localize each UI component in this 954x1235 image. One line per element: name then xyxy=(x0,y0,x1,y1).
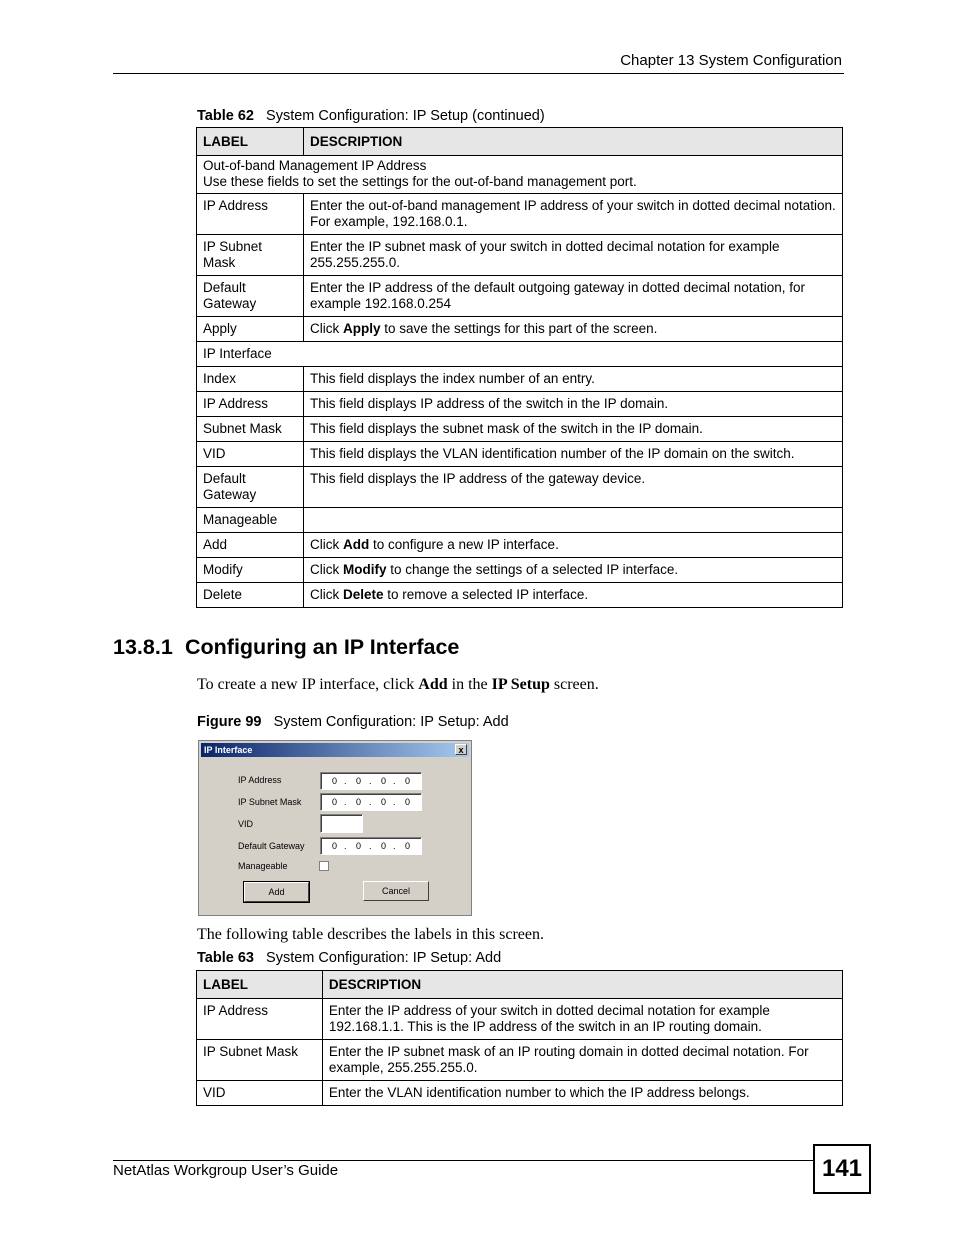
subnet-mask-label: IP Subnet Mask xyxy=(238,797,302,807)
row-desc: Enter the out-of-band management IP address of your switch in dotted decimal notation. For example, 192.168.0.1. xyxy=(303,194,842,235)
octet-dot: . xyxy=(344,841,347,851)
intro-text: in the xyxy=(447,676,492,693)
running-header: Chapter 13 System Configuration xyxy=(620,52,842,69)
desc-post: to save the settings for this part of the screen. xyxy=(380,321,658,336)
octet: 0 xyxy=(332,776,338,786)
octet: 0 xyxy=(332,797,338,807)
desc-post: to configure a new IP interface. xyxy=(369,537,559,552)
octet-dot: . xyxy=(369,776,372,786)
octet-dot: . xyxy=(369,841,372,851)
table62-header-label: LABEL xyxy=(197,128,304,156)
row-label: Manageable xyxy=(197,508,304,533)
row-label: Modify xyxy=(197,558,304,583)
section-title: Configuring an IP Interface xyxy=(185,635,460,659)
intro-paragraph xyxy=(197,676,599,694)
table63-caption xyxy=(197,950,501,966)
table-row xyxy=(197,235,843,276)
intro-text: screen. xyxy=(549,676,599,693)
row-desc: This field displays the index number of an entry. xyxy=(303,367,842,392)
octet-dot: . xyxy=(369,797,372,807)
figure-text: System Configuration: IP Setup: Add xyxy=(273,714,509,730)
octet: 0 xyxy=(332,841,338,851)
row-desc: This field displays the VLAN identification number of the IP domain on the switch. xyxy=(303,442,842,467)
figure-num: Figure 99 xyxy=(197,714,262,730)
row-label: Index xyxy=(197,367,304,392)
octet-dot: . xyxy=(344,776,347,786)
row-desc: Enter the VLAN identification number to which the IP address belongs. xyxy=(322,1081,842,1106)
table-row xyxy=(197,276,843,317)
table-row xyxy=(197,317,843,342)
table-row xyxy=(197,392,843,417)
manageable-checkbox[interactable] xyxy=(319,861,329,871)
desc-bold: Modify xyxy=(342,562,387,577)
section-heading-oob xyxy=(197,156,843,194)
gateway-label: Default Gateway xyxy=(238,841,305,851)
row-label: IP Subnet Mask xyxy=(197,235,304,276)
row-desc: Enter the IP address of your switch in dotted decimal notation for example 192.168.1.1. This is the IP address of the switch in an IP routing domain. xyxy=(322,999,842,1040)
row-label: Default Gateway xyxy=(197,467,304,508)
row-desc: Enter the IP subnet mask of an IP routing domain in dotted decimal notation. For example, 255.255.255.0. xyxy=(322,1040,842,1081)
table62-caption xyxy=(197,108,545,124)
octet: 0 xyxy=(381,841,387,851)
section-number: 13.8.1 xyxy=(113,635,173,659)
row-desc: Enter the IP subnet mask of your switch in dotted decimal notation for example 255.255.255.0. xyxy=(303,235,842,276)
intro-bold-ipsetup: IP Setup xyxy=(491,676,550,693)
row-desc: This field displays the subnet mask of the switch in the IP domain. xyxy=(303,417,842,442)
ip-address-field[interactable] xyxy=(320,772,422,790)
octet-dot: . xyxy=(393,776,396,786)
row-label: VID xyxy=(197,1081,323,1106)
ip-interface-dialog xyxy=(198,740,472,916)
table-row xyxy=(197,999,843,1040)
section-heading-ip-interface: IP Interface xyxy=(197,342,843,367)
table-row xyxy=(197,558,843,583)
vid-label: VID xyxy=(238,819,254,829)
table-row xyxy=(197,194,843,235)
row-label: Apply xyxy=(197,317,304,342)
gateway-field[interactable] xyxy=(320,837,422,855)
following-paragraph: The following table describes the labels in this screen. xyxy=(197,926,545,943)
table62-caption-text: System Configuration: IP Setup (continued) xyxy=(266,108,545,124)
row-desc: This field displays the IP address of the gateway device. xyxy=(303,467,842,508)
octet: 0 xyxy=(405,841,411,851)
table-row xyxy=(197,342,843,367)
dialog-title-bar xyxy=(201,743,469,757)
table63 xyxy=(196,970,843,1106)
row-desc xyxy=(303,508,842,533)
row-desc: Enter the IP address of the default outgoing gateway in dotted decimal notation, for example 192.168.0.254 xyxy=(303,276,842,317)
cancel-button[interactable]: Cancel xyxy=(363,881,429,901)
table62-header-desc: DESCRIPTION xyxy=(303,128,842,156)
row-desc xyxy=(303,533,842,558)
octet: 0 xyxy=(381,776,387,786)
row-label: IP Address xyxy=(197,392,304,417)
subnet-mask-field[interactable] xyxy=(320,793,422,811)
row-label: VID xyxy=(197,442,304,467)
close-icon[interactable]: x xyxy=(455,744,467,755)
octet-dot: . xyxy=(393,797,396,807)
intro-bold-add: Add xyxy=(418,676,448,693)
table-row xyxy=(197,367,843,392)
row-label: Subnet Mask xyxy=(197,417,304,442)
octet: 0 xyxy=(405,797,411,807)
table-row xyxy=(197,583,843,608)
table-row xyxy=(197,442,843,467)
table63-header-label: LABEL xyxy=(197,971,323,999)
row-desc xyxy=(303,317,842,342)
octet: 0 xyxy=(356,797,362,807)
header-rule xyxy=(113,73,844,74)
desc-pre: Click xyxy=(309,321,343,336)
row-label: IP Subnet Mask xyxy=(197,1040,323,1081)
octet-dot: . xyxy=(393,841,396,851)
table62-caption-num: Table 62 xyxy=(197,108,254,124)
row-label: IP Address xyxy=(197,999,323,1040)
desc-post: to change the settings of a selected IP interface. xyxy=(386,562,679,577)
figure-caption xyxy=(197,714,509,730)
footer-guide-title: NetAtlas Workgroup User’s Guide xyxy=(113,1162,339,1179)
row-label: Default Gateway xyxy=(197,276,304,317)
octet: 0 xyxy=(405,776,411,786)
table-row xyxy=(197,1040,843,1081)
row-desc xyxy=(303,583,842,608)
table-row xyxy=(197,156,843,194)
octet: 0 xyxy=(356,776,362,786)
row-label: Add xyxy=(197,533,304,558)
row-label: Delete xyxy=(197,583,304,608)
octet: 0 xyxy=(381,797,387,807)
vid-field[interactable] xyxy=(320,814,363,833)
desc-post: to remove a selected IP interface. xyxy=(383,587,589,602)
table-row xyxy=(197,1081,843,1106)
table-row xyxy=(197,533,843,558)
desc-pre: Click xyxy=(309,562,343,577)
dialog-title: IP Interface xyxy=(204,745,253,755)
add-button[interactable]: Add xyxy=(244,882,309,902)
row-label: IP Address xyxy=(197,194,304,235)
ip-address-label: IP Address xyxy=(238,775,282,785)
octet-dot: . xyxy=(344,797,347,807)
intro-text: To create a new IP interface, click xyxy=(197,676,419,693)
row-desc xyxy=(303,558,842,583)
section-title: Out-of-band Management IP Address xyxy=(203,158,427,173)
desc-bold: Add xyxy=(342,537,370,552)
octet: 0 xyxy=(356,841,362,851)
row-desc: This field displays IP address of the switch in the IP domain. xyxy=(303,392,842,417)
table62 xyxy=(196,127,843,608)
desc-bold: Apply xyxy=(342,321,381,336)
manageable-label: Manageable xyxy=(238,861,288,871)
table-row xyxy=(197,508,843,533)
desc-pre: Click xyxy=(309,587,343,602)
table63-caption-num: Table 63 xyxy=(197,950,254,966)
table-row xyxy=(197,467,843,508)
desc-bold: Delete xyxy=(342,587,384,602)
desc-pre: Click xyxy=(309,537,343,552)
page-number: 141 xyxy=(813,1144,871,1194)
footer-rule xyxy=(113,1160,813,1161)
table-row xyxy=(197,417,843,442)
table63-caption-text: System Configuration: IP Setup: Add xyxy=(266,950,502,966)
table63-header-desc: DESCRIPTION xyxy=(322,971,842,999)
section-heading xyxy=(113,635,459,660)
section-desc: Use these fields to set the settings for the out-of-band management port. xyxy=(203,174,637,189)
